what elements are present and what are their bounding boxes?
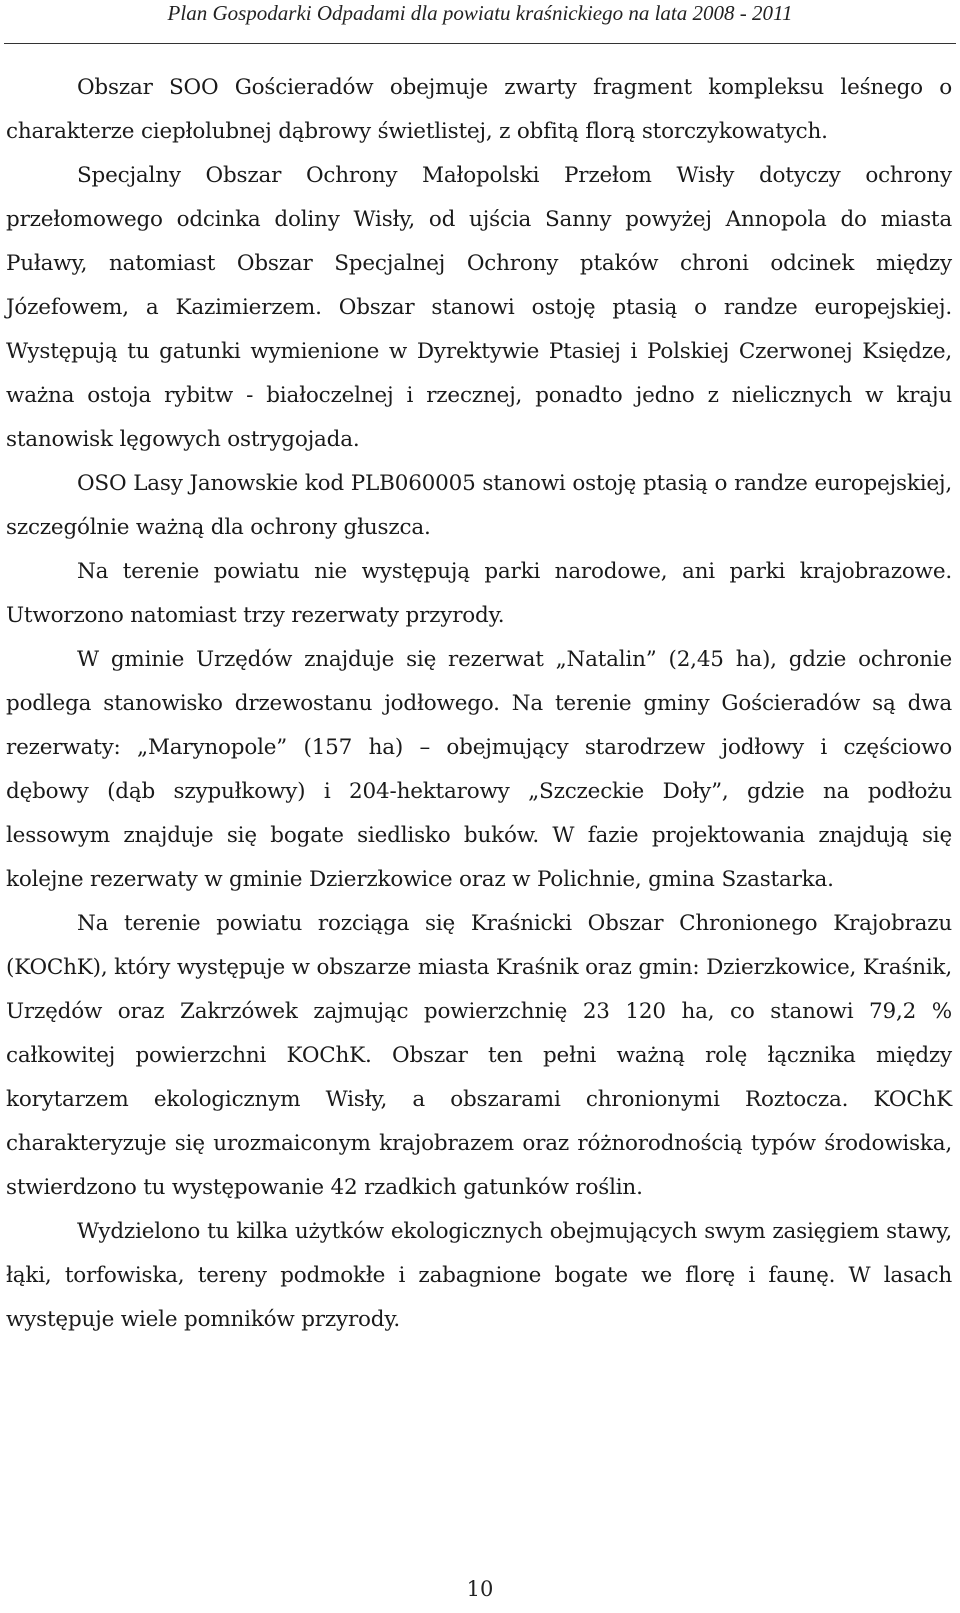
paragraph-przelom-wisly: Specjalny Obszar Ochrony Małopolski Przełom Wisły dotyczy ochrony przełomowego odcinka doliny Wisły, od ujścia Sanny powyżej Annopola do miasta Puławy, natomiast Obszar Specjalnej Ochrony ptaków chroni odcinek między Józefowem, a Kazimierzem. Obszar stanowi ostoję ptasią o randze europejskiej. Występują tu gatunki wymienione w Dyrektywie Ptasiej i Polskiej Czerwonej Księdze, ważna ostoja rybitw - białoczelnej i rzecznej, ponadto jedno z nielicznych w kraju stanowisk lęgowych ostrygojada.: [6, 163, 952, 452]
paragraph-parki: Na terenie powiatu nie występują parki narodowe, ani parki krajobrazowe. Utworzono natomiast trzy rezerwaty przyrody.: [6, 559, 952, 628]
paragraph-rezerwaty: W gminie Urzędów znajduje się rezerwat „Natalin” (2,45 ha), gdzie ochronie podlega stanowisko drzewostanu jodłowego. Na terenie gminy Gościeradów są dwa rezerwaty: „Marynopole” (157 ha) – obejmujący starodrzew jodłowy i częściowo dębowy (dąb szypułkowy) i 204-hektarowy „Szczeckie Doły”, gdzie na podłożu lessowym znajduje się bogate siedlisko buków. W fazie projektowania znajdują się kolejne rezerwaty w gminie Dzierzkowice oraz w Polichnie, gmina Szastarka.: [6, 647, 952, 892]
paragraph-kochk: Na terenie powiatu rozciąga się Kraśnicki Obszar Chronionego Krajobrazu (KOChK), który występuje w obszarze miasta Kraśnik oraz gmin: Dzierzkowice, Kraśnik, Urzędów oraz Zakrzówek zajmując powierzchnię 23 120 ha, co stanowi 79,2 % całkowitej powierzchni KOChK. Obszar ten pełni ważną rolę łącznika między korytarzem ekologicznym Wisły, a obszarami chronionymi Roztocza. KOChK charakteryzuje się urozmaiconym krajobrazem oraz różnorodnością typów środowiska, stwierdzono tu występowanie 42 rzadkich gatunków roślin.: [6, 911, 952, 1200]
paragraph-soo-goscieradow: Obszar SOO Gościeradów obejmuje zwarty fragment kompleksu leśnego o charakterze ciepłolubnej dąbrowy świetlistej, z obfitą florą storczykowatych.: [6, 75, 952, 144]
paragraph-uzytki-ekologiczne: Wydzielono tu kilka użytków ekologicznych obejmujących swym zasięgiem stawy, łąki, torfowiska, tereny podmokłe i zabagnione bogate we florę i faunę. W lasach występuje wiele pomników przyrody.: [6, 1219, 952, 1332]
running-header: Plan Gospodarki Odpadami dla powiatu kraśnickiego na lata 2008 - 2011: [167, 1, 793, 25]
page-number: 10: [466, 1577, 494, 1601]
paragraph-lasy-janowskie: OSO Lasy Janowskie kod PLB060005 stanowi ostoję ptasią o randze europejskiej, szczególnie ważną dla ochrony głuszca.: [6, 471, 952, 540]
header-divider: [4, 43, 956, 44]
document-body: [6, 66, 952, 1342]
